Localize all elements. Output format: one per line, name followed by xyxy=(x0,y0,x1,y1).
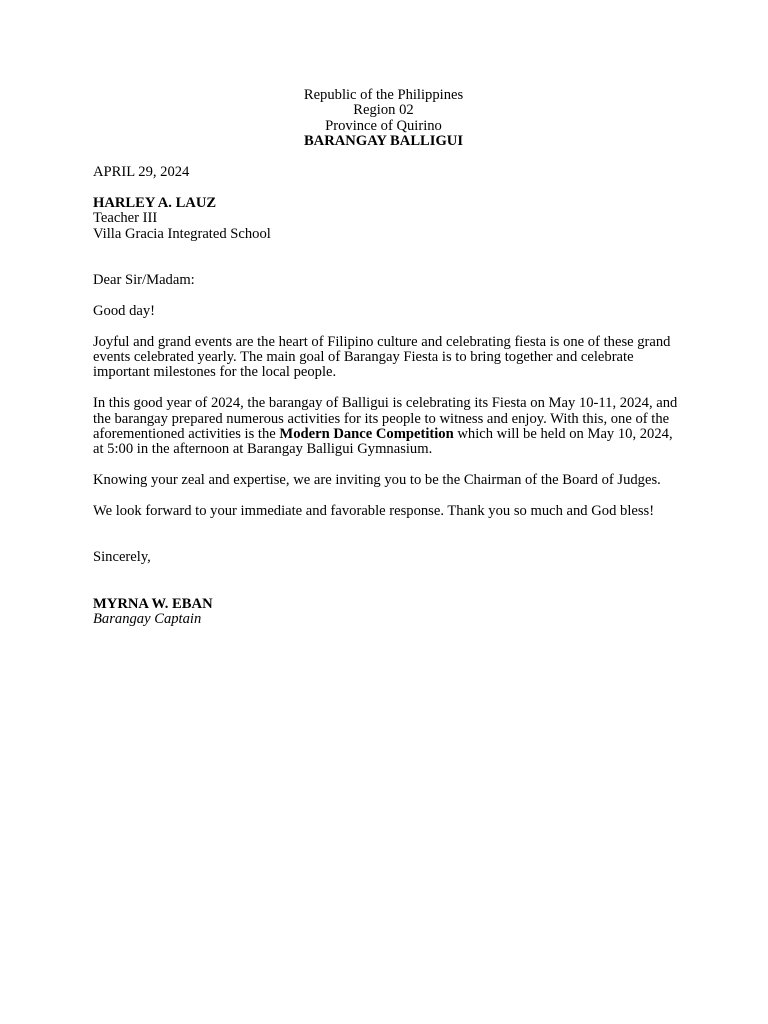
letterhead-barangay: BARANGAY BALLIGUI xyxy=(303,133,464,150)
signature-block xyxy=(93,597,678,628)
recipient-school: Villa Gracia Integrated School xyxy=(93,225,271,242)
body-paragraph-2 xyxy=(93,396,678,458)
spacer xyxy=(93,150,678,165)
letterhead-region: Region 02 xyxy=(353,102,414,119)
letterhead xyxy=(93,88,674,150)
spacer xyxy=(93,242,678,273)
spacer xyxy=(93,566,678,597)
spacer xyxy=(93,381,678,396)
paragraph-2-text-before: In this good year of 2024, the barangay of Balligui is celebrating its Fiesta on May 10-11, 2024, and the barangay prepared numerous activities for its people to witness and enjoy. With this, one of the aforementioned activities is the xyxy=(93,395,678,442)
spacer xyxy=(93,288,678,303)
letter-page xyxy=(93,88,678,628)
signatory-title: Barangay Captain xyxy=(93,611,202,628)
letter-date: APRIL 29, 2024 xyxy=(93,163,190,180)
recipient-position: Teacher III xyxy=(93,210,158,227)
letterhead-province: Province of Quirino xyxy=(325,117,442,134)
recipient-block xyxy=(93,196,678,242)
closing: Sincerely, xyxy=(93,549,151,566)
body-paragraph-1: Joyful and grand events are the heart of Filipino culture and celebrating fiesta is one of these grand events celebrated yearly. The main goal of Barangay Fiesta is to bring together and celebrate important milestones for the local people. xyxy=(93,333,671,381)
spacer xyxy=(93,489,678,504)
spacer xyxy=(93,319,678,334)
body-paragraph-3: Knowing your zeal and expertise, we are inviting you to be the Chairman of the Board of Judges. xyxy=(93,472,661,489)
spacer xyxy=(93,180,678,195)
signatory-name: MYRNA W. EBAN xyxy=(93,595,213,612)
spacer xyxy=(93,458,678,473)
event-name-emphasis: Modern Dance Competition xyxy=(279,425,454,442)
body-paragraph-4: We look forward to your immediate and favorable response. Thank you so much and God bless! xyxy=(93,502,655,519)
paragraph-2-text-after: which will be held on May 10, 2024, at 5:00 in the afternoon at Barangay Balligui Gymnasium. xyxy=(93,425,673,458)
recipient-name: HARLEY A. LAUZ xyxy=(93,194,217,211)
letterhead-country: Republic of the Philippines xyxy=(303,87,464,103)
salutation: Dear Sir/Madam: xyxy=(93,271,195,288)
greeting: Good day! xyxy=(93,302,156,319)
spacer xyxy=(93,519,678,550)
